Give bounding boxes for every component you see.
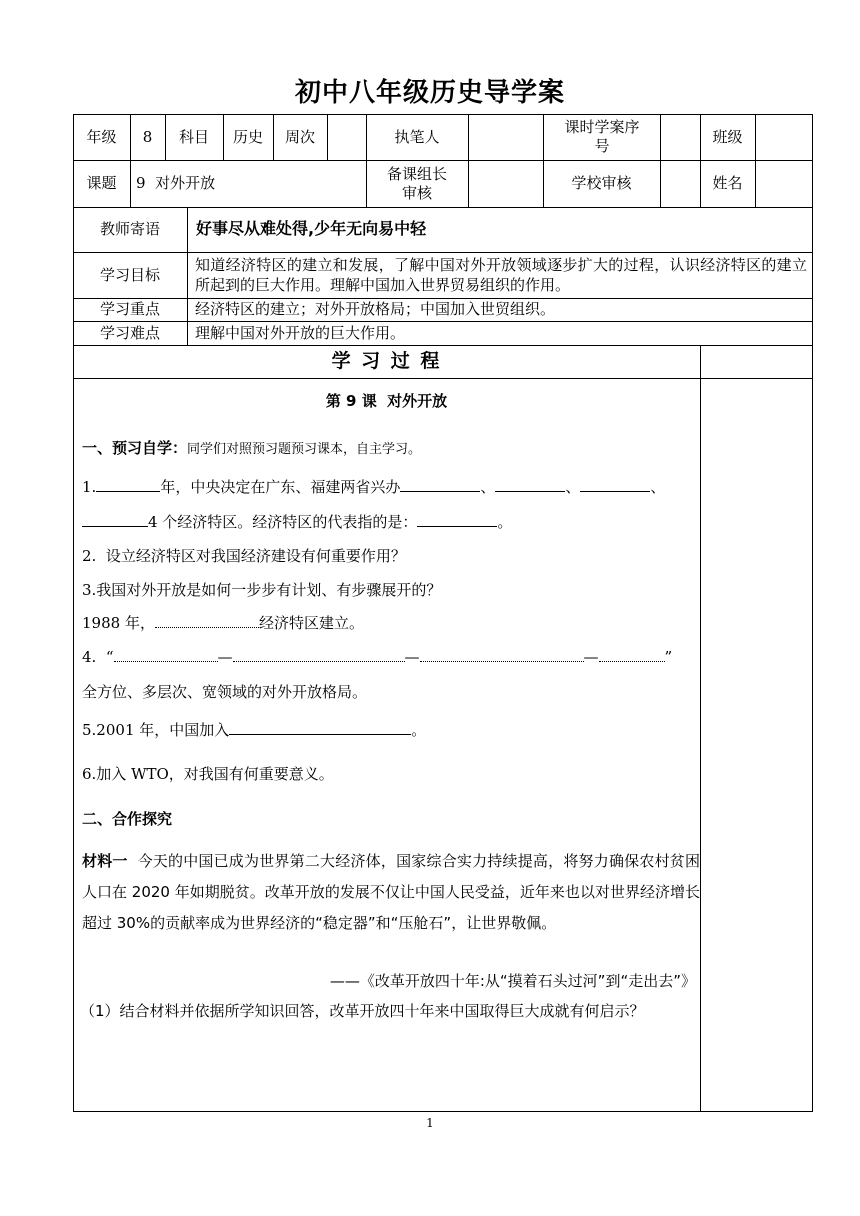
material-1-label: 材料一: [82, 852, 128, 870]
answer-blank[interactable]: [495, 476, 565, 492]
answer-blank[interactable]: [599, 646, 665, 662]
key-point-label: 学习重点: [99, 300, 160, 318]
question-5-text: 5.2001 年，中国加入: [82, 721, 230, 739]
col-divider: [755, 114, 756, 207]
author-label: 执笔人: [394, 127, 440, 146]
answer-blank[interactable]: [155, 612, 259, 628]
difficulty: 理解中国对外开放的巨大作用。: [195, 324, 406, 342]
answer-blank[interactable]: [114, 646, 218, 662]
question-1-end: 。: [497, 513, 513, 531]
lesson-number-label: 课时学案序号: [564, 118, 640, 155]
subject-label: 科目: [178, 127, 209, 146]
page-title: 初中八年级历史导学案: [294, 78, 565, 108]
answer-blank[interactable]: [96, 476, 160, 492]
answer-blank[interactable]: [417, 511, 497, 527]
separator: 、: [565, 478, 581, 496]
name-label: 姓名: [712, 174, 743, 192]
separator: 、: [650, 478, 666, 496]
question-2: 2. 设立经济特区对我国经济建设有何重要作用？: [82, 547, 406, 565]
close-quote: ”: [664, 648, 673, 666]
topic-label: 课题: [86, 174, 117, 192]
material-question-1: （1）结合材料并依据所学知识回答，改革开放四十年来中国取得巨大成就有何启示？: [80, 1002, 645, 1020]
grade-value: 8: [142, 127, 153, 146]
material-1-text: 今天的中国已成为世界第二大经济体，国家综合实力持续提高，将努力确保农村贫困人口在 2020 年如期脱贫。改革开放的发展不仅让中国人民受益，近年来也以对世界经济增长超过 30%的贡献率成为世界经济的“稳定器”和“压舱石”，让世界敬佩。: [82, 852, 700, 932]
question-1-prefix: 1.: [82, 478, 97, 496]
teacher-message: 好事尽从难处得,少年无向易中轻: [196, 219, 427, 238]
school-review-label: 学校审核: [571, 174, 632, 192]
grade-label: 年级: [86, 127, 117, 146]
class-label: 班级: [712, 127, 743, 146]
difficulty-label: 学习难点: [99, 323, 160, 342]
answer-blank[interactable]: [580, 476, 650, 492]
group-review-label: 备课组长审核: [386, 164, 447, 202]
answer-blank[interactable]: [82, 511, 148, 527]
question-1-line-1: [82, 476, 665, 497]
col-divider: [660, 114, 661, 207]
subject-value: 历史: [232, 127, 263, 146]
topic-value: 9 对外开放: [136, 174, 216, 192]
dash: —: [217, 648, 233, 666]
answer-blank[interactable]: [420, 646, 584, 662]
question-6: 6.加入 WTO，对我国有何重要意义。: [82, 765, 334, 783]
answer-blank[interactable]: [400, 476, 480, 492]
col-divider: [700, 345, 701, 1112]
section-preview-title: 一、预习自学：: [82, 439, 188, 457]
section-preview: [82, 437, 421, 458]
learning-goal-label: 学习目标: [99, 265, 160, 284]
dash: —: [404, 648, 420, 666]
key-point: 经济特区的建立；对外开放格局；中国加入世贸组织。: [195, 300, 556, 318]
page-number: 1: [426, 1115, 434, 1130]
learning-goal: 知道经济特区的建立和发展，了解中国对外开放领域逐步扩大的过程，认识经济特区的建立所起到的巨大作用。理解中国加入世界贸易组织的作用。: [195, 256, 807, 294]
row-divider: [73, 378, 813, 379]
lesson-title: 第 9 课 对外开放: [325, 391, 448, 410]
question-3: 3.我国对外开放是如何一步步有计划、有步骤展开的？: [82, 581, 442, 599]
question-4-line-2: 全方位、多层次、宽领域的对外开放格局。: [82, 683, 368, 701]
question-5-end: 。: [411, 721, 427, 739]
teacher-message-label: 教师寄语: [99, 220, 160, 238]
question-4-line-1: [82, 646, 672, 666]
question-1-line-2: [82, 511, 512, 532]
col-divider: [327, 114, 328, 160]
col-divider: [130, 160, 131, 207]
question-4-prefix: 4. “: [82, 648, 114, 666]
question-3-fill: [82, 612, 364, 633]
question-3-text: 经济特区建立。: [258, 614, 364, 632]
answer-blank[interactable]: [229, 719, 411, 735]
col-divider: [187, 207, 188, 345]
question-1-text-b: 4 个经济特区。经济特区的代表指的是：: [148, 513, 418, 531]
material-1-source: ——《改革开放四十年:从“摸着石头过河”到“走出去”》: [329, 972, 696, 990]
week-label: 周次: [284, 127, 315, 146]
answer-blank[interactable]: [233, 646, 405, 662]
section-cooperation-title: 二、合作探究: [82, 810, 173, 828]
question-1-text: 年，中央决定在广东、福建两省兴办: [160, 478, 401, 496]
col-divider: [468, 114, 469, 207]
col-divider: [366, 160, 367, 207]
section-preview-note: 同学们对照预习题预习课本，自主学习。: [187, 442, 422, 457]
question-5: [82, 719, 426, 740]
material-1: [82, 846, 700, 939]
question-3-year: 1988 年，: [82, 614, 155, 632]
separator: 、: [480, 478, 496, 496]
process-heading: 学 习 过 程: [331, 350, 442, 372]
dash: —: [583, 648, 599, 666]
